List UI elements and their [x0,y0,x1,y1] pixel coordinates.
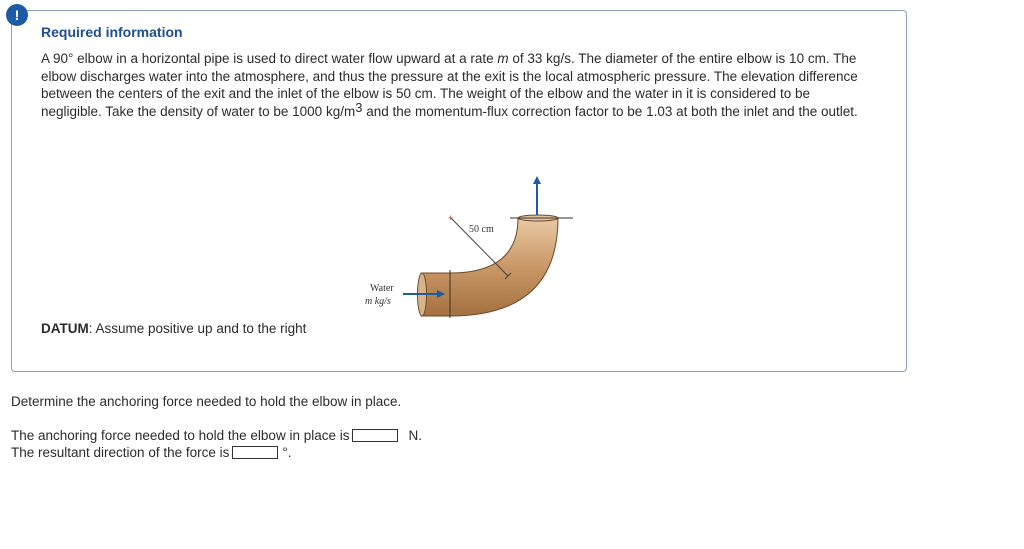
problem-statement [41,50,871,120]
question-text: Determine the anchoring force needed to hold the elbow in place. [11,394,402,409]
datum-text: : Assume positive up and to the right [88,321,307,336]
required-info-title: Required information [41,24,183,40]
distance-label: 50 cm [469,224,494,235]
elbow-diagram [355,170,585,330]
force-label: The anchoring force needed to hold the elbow in place is [11,428,350,443]
force-unit: N. [408,428,422,443]
problem-text-3: and the momentum-flux correction factor to be 1.03 at both the inlet and the outlet. [362,103,858,119]
problem-text-1: A 90° elbow in a horizontal pipe is used to direct water flow upward at a rate [41,51,498,66]
datum-note [41,321,306,336]
mass-rate-label: m kg/s [365,296,391,307]
direction-answer-row [11,445,292,460]
outlet-arrowhead [533,176,541,184]
dimension-plus-icon: + [448,213,454,223]
datum-label: DATUM [41,321,89,336]
problem-exponent: 3 [355,99,363,115]
elbow-figure [355,170,585,330]
force-answer-row [11,428,422,443]
alert-icon: ! [6,4,28,26]
problem-mass-symbol: m [497,51,509,66]
water-label: Water [370,283,394,294]
direction-unit: °. [282,445,292,460]
direction-label: The resultant direction of the force is [11,445,230,460]
problem-text-2: of 33 kg/s. The diameter of the entire elbow is 10 cm. The elbow discharges water into the atmosphere, and thus the pressure at the exit is the local atmospheric pressure. The elevation difference between the centers of the exit and the inlet of the elbow is 50 cm. The weight of the elbow and the water in it is considered to be negligible. Take the density of water to be 1000 kg/m [41,51,858,119]
force-input[interactable] [352,429,398,442]
direction-input[interactable] [232,446,278,459]
